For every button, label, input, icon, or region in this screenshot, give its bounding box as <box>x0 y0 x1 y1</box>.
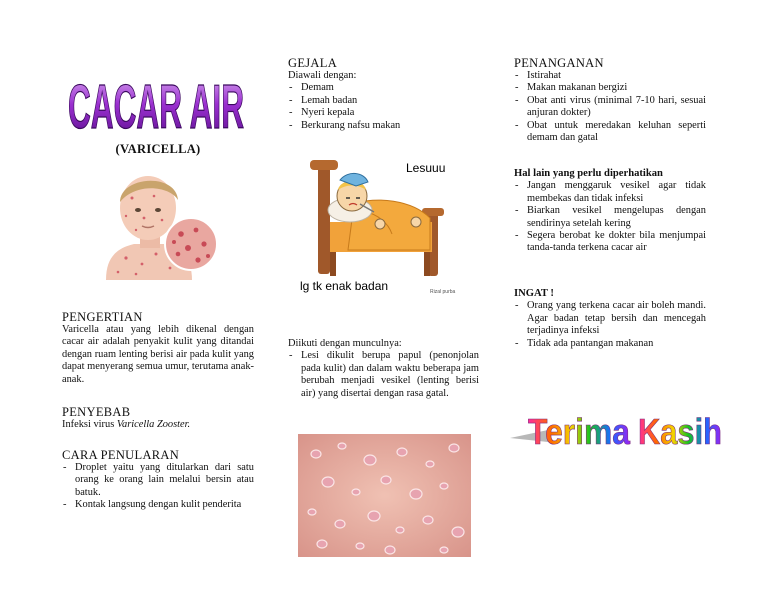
title-text: CACAR AIR <box>68 73 244 138</box>
ingat-heading: INGAT ! <box>514 288 554 299</box>
chickenpox-skin-photo <box>298 434 471 557</box>
list-item: - Obat untuk meredakan keluhan seperti demam dan gatal <box>514 120 706 145</box>
thank-you-wordart <box>508 400 726 456</box>
list-item: - Kontak langsung dengan kulit penderita <box>62 499 254 511</box>
penyebab-heading: PENYEBAB <box>62 405 131 419</box>
subtitle: (VARICELLA) <box>115 142 201 156</box>
list-item: - Biarkan vesikel mengelupas dengan sendirinya setelah kering <box>514 205 706 230</box>
gejala-intro: Diawali dengan: <box>288 70 357 81</box>
list-item: - Segera berobat ke dokter bila menjumpai tanda-tanda terkena cacar air <box>514 230 706 255</box>
list-item: - Obat anti virus (minimal 7-10 hari, sesuai anjuran dokter) <box>514 95 706 120</box>
hal-heading: Hal lain yang perlu diperhatikan <box>514 168 663 179</box>
penanganan-heading: PENANGANAN <box>514 56 604 70</box>
list-item: - Makan makanan bergizi <box>514 82 706 94</box>
child-with-chickenpox-image <box>96 168 216 280</box>
thank-you-word1: Terima <box>528 411 631 452</box>
list-item: - Orang yang terkena cacar air boleh mandi. Agar badan tetap bersih dan mencegah terjadinya infeksi <box>514 300 706 337</box>
penyebab-prefix: Infeksi virus <box>62 419 117 430</box>
list-item: - Lesi dikulit berupa papul (penonjolan pada kulit) dan dalam waktu beberapa jam berubah menjadi vesikel (lenting berisi air) yang disertai dengan rasa gatal. <box>288 350 479 400</box>
list-item: - Nyeri kepala <box>288 107 479 119</box>
list-item: - Droplet yaitu yang ditularkan dari satu orang ke orang lain melalui bersin atau batuk. <box>62 462 254 499</box>
penanganan-list <box>514 70 706 144</box>
penyebab-text <box>62 419 254 431</box>
list-item: - Lemah badan <box>288 95 479 107</box>
cartoon-credit: Rizal purba <box>430 289 456 295</box>
ingat-list <box>514 300 706 350</box>
list-item: - Jangan menggaruk vesikel agar tidak membekas dan tidak infeksi <box>514 180 706 205</box>
list-item: - Istirahat <box>514 70 706 82</box>
penularan-heading: CARA PENULARAN <box>62 448 180 462</box>
list-item: - Berkurang nafsu makan <box>288 120 479 132</box>
penularan-list <box>62 462 254 512</box>
sick-child-cartoon <box>296 152 472 298</box>
hal-list <box>514 180 706 254</box>
gejala-list <box>288 82 479 132</box>
cartoon-label-bottom: lg tk enak badan <box>300 279 389 293</box>
followed-list <box>288 350 479 400</box>
pengertian-text: Varicella atau yang lebih dikenal dengan cacar air adalah penyakit kulit yang ditandai dengan ruam lenting berisi air pada kulit yang dapat menyerang semua umur, terutama anak-anak. <box>62 324 254 385</box>
followed-intro: Diikuti dengan munculnya: <box>288 338 402 349</box>
list-item: - Demam <box>288 82 479 94</box>
gejala-heading: GEJALA <box>288 56 338 70</box>
cartoon-label-top: Lesuuu <box>406 161 446 175</box>
title-wordart <box>64 56 246 138</box>
thank-you-word2: Kasih <box>638 411 722 452</box>
penyebab-virus: Varicella Zooster. <box>116 419 191 430</box>
list-item: - Tidak ada pantangan makanan <box>514 338 706 350</box>
pengertian-heading: PENGERTIAN <box>62 310 143 324</box>
